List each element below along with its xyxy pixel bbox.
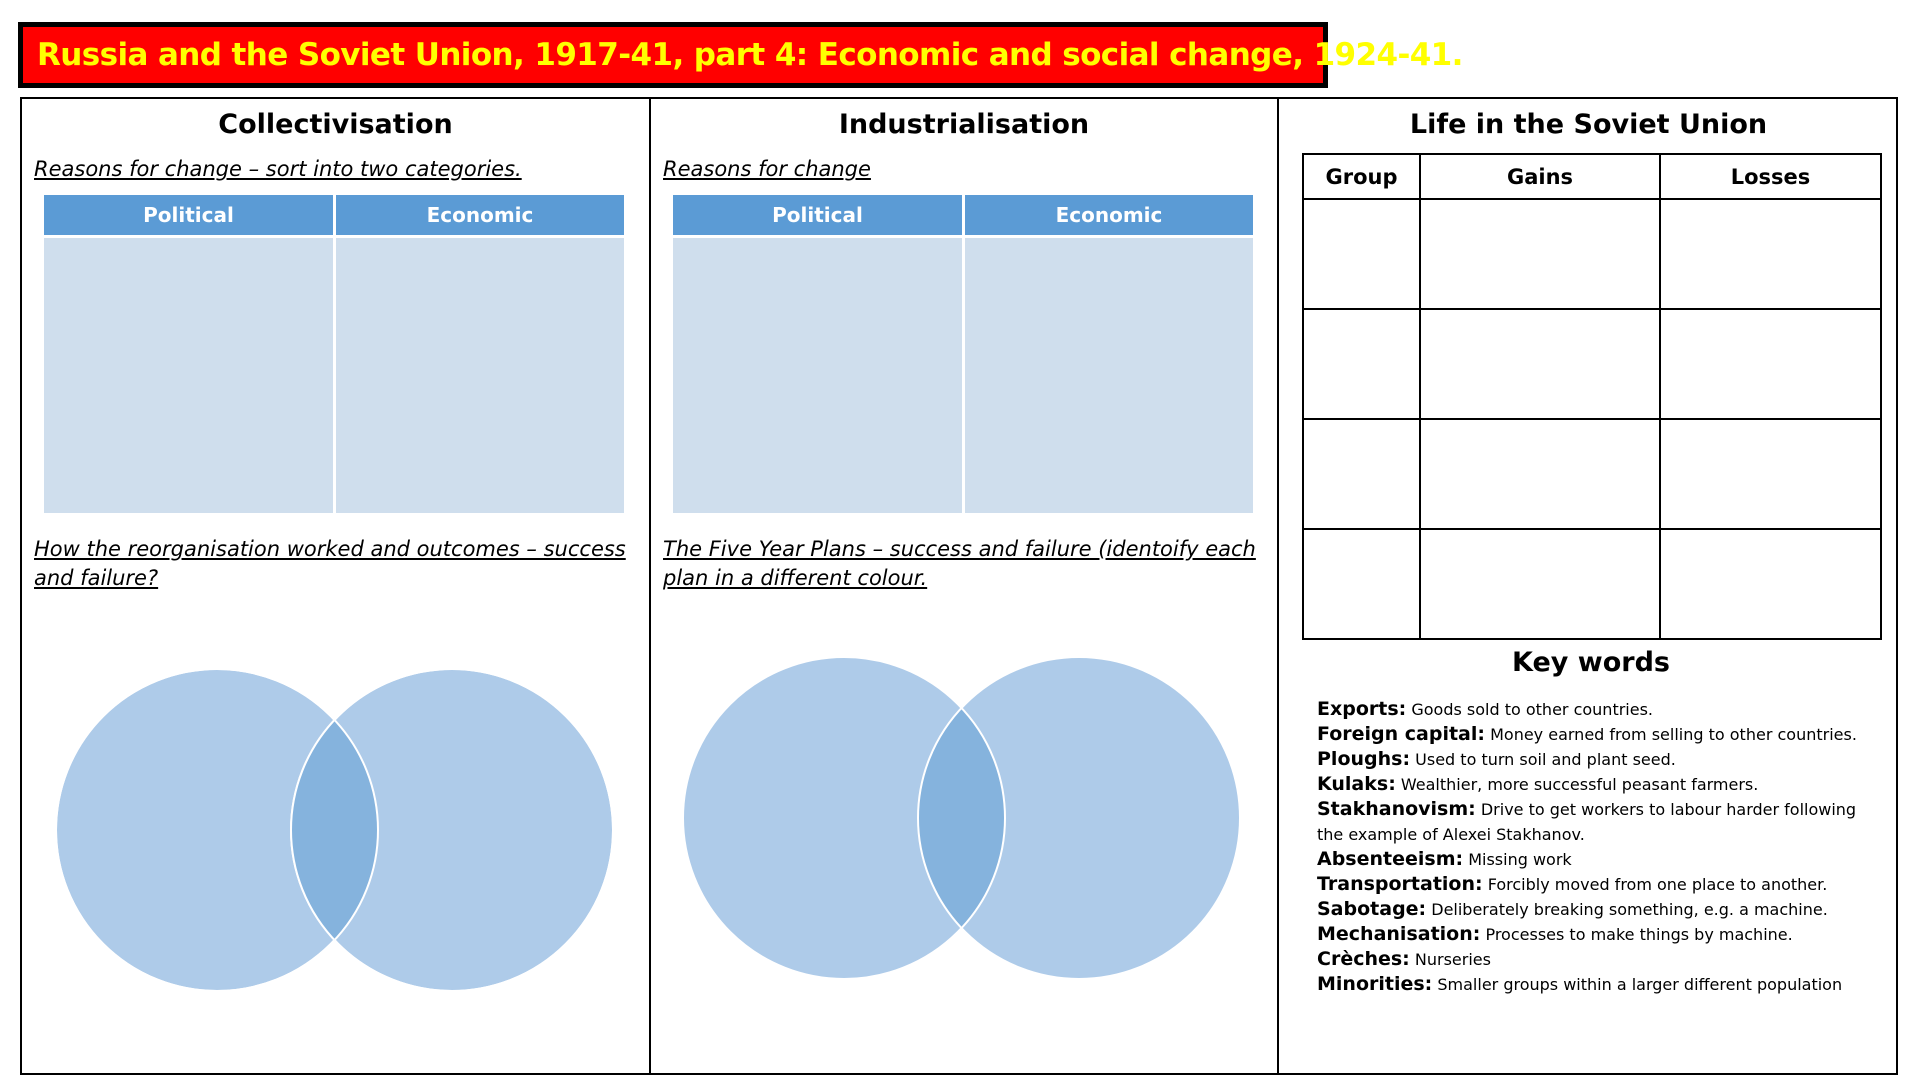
key-word-item: [1317, 747, 1877, 772]
losses-cell[interactable]: [1660, 309, 1881, 419]
industrialisation-panel: [651, 99, 1277, 1073]
key-words-list: [1317, 697, 1877, 997]
key-word-term: Mechanisation:: [1317, 923, 1481, 945]
key-word-term: Foreign capital:: [1317, 723, 1485, 745]
industrialisation-economic-cell[interactable]: [965, 238, 1253, 513]
key-word-term: Stakhanovism:: [1317, 798, 1476, 820]
gains-cell[interactable]: [1420, 419, 1660, 529]
collectivisation-panel: [22, 99, 649, 1073]
group-column-header: Group: [1303, 154, 1420, 199]
key-word-item: [1317, 847, 1877, 872]
worksheet-title: Russia and the Soviet Union, 1917-41, part 4: Economic and social change, 1924-41.: [37, 37, 1463, 73]
key-word-item: [1317, 922, 1877, 947]
key-word-definition: Money earned from selling to other countries.: [1490, 725, 1857, 744]
losses-column-header: Losses: [1660, 154, 1881, 199]
key-word-definition: Drive to get workers to labour harder following the example of Alexei Stakhanov.: [1317, 800, 1857, 844]
losses-cell[interactable]: [1660, 199, 1881, 309]
collectivisation-venn-diagram: [56, 669, 616, 999]
table-row: [1303, 199, 1881, 309]
group-cell[interactable]: [1303, 199, 1420, 309]
key-word-term: Minorities:: [1317, 973, 1433, 995]
key-word-item: [1317, 772, 1877, 797]
key-word-term: Exports:: [1317, 698, 1407, 720]
key-word-item: [1317, 972, 1877, 997]
collectivisation-outcomes-prompt: How the reorganisation worked and outcomes – success and failure?: [34, 537, 626, 590]
key-word-definition: Nurseries: [1414, 950, 1491, 969]
gains-cell[interactable]: [1420, 529, 1660, 639]
gains-cell[interactable]: [1420, 199, 1660, 309]
industrialisation-political-header: Political: [673, 195, 962, 235]
collectivisation-reasons-prompt: Reasons for change – sort into two categories.: [34, 157, 522, 181]
collectivisation-economic-cell[interactable]: [336, 238, 624, 513]
key-word-definition: Wealthier, more successful peasant farmers.: [1400, 775, 1759, 794]
key-word-item: [1317, 872, 1877, 897]
table-row: [1303, 419, 1881, 529]
key-word-definition: Missing work: [1468, 850, 1572, 869]
industrialisation-reasons-table: [673, 195, 1253, 513]
key-word-item: [1317, 697, 1877, 722]
key-word-definition: Processes to make things by machine.: [1485, 925, 1793, 944]
collectivisation-political-header: Political: [44, 195, 333, 235]
key-word-term: Crèches:: [1317, 948, 1410, 970]
key-word-item: [1317, 722, 1877, 747]
key-word-definition: Goods sold to other countries.: [1411, 700, 1653, 719]
life-heading: Life in the Soviet Union: [1409, 109, 1768, 140]
group-cell[interactable]: [1303, 529, 1420, 639]
life-gains-losses-table: [1302, 153, 1882, 640]
key-word-term: Kulaks:: [1317, 773, 1396, 795]
losses-cell[interactable]: [1660, 529, 1881, 639]
key-word-term: Transportation:: [1317, 873, 1483, 895]
key-word-definition: Smaller groups within a larger different population: [1437, 975, 1843, 994]
table-row: [1303, 309, 1881, 419]
industrialisation-reasons-prompt: Reasons for change: [663, 157, 871, 181]
industrialisation-heading: Industrialisation: [838, 109, 1090, 140]
key-words-heading: Key words: [1512, 647, 1670, 678]
collectivisation-reasons-table: [44, 195, 624, 513]
five-year-plans-prompt: The Five Year Plans – success and failure (identoify each plan in a different colour.: [663, 537, 1256, 590]
key-word-term: Sabotage:: [1317, 898, 1427, 920]
key-word-definition: Forcibly moved from one place to another.: [1487, 875, 1828, 894]
key-word-term: Ploughs:: [1317, 748, 1411, 770]
gains-column-header: Gains: [1420, 154, 1660, 199]
key-word-definition: Deliberately breaking something, e.g. a machine.: [1431, 900, 1828, 919]
group-cell[interactable]: [1303, 419, 1420, 529]
group-cell[interactable]: [1303, 309, 1420, 419]
collectivisation-economic-header: Economic: [336, 195, 624, 235]
gains-cell[interactable]: [1420, 309, 1660, 419]
industrialisation-economic-header: Economic: [965, 195, 1253, 235]
five-year-plans-venn-diagram: [683, 657, 1243, 987]
key-word-term: Absenteeism:: [1317, 848, 1464, 870]
collectivisation-political-cell[interactable]: [44, 238, 333, 513]
key-word-item: [1317, 947, 1877, 972]
industrialisation-political-cell[interactable]: [673, 238, 962, 513]
title-banner: [18, 22, 1463, 88]
key-word-item: [1317, 897, 1877, 922]
key-word-item: [1317, 797, 1877, 847]
losses-cell[interactable]: [1660, 419, 1881, 529]
table-row: [1303, 529, 1881, 639]
collectivisation-heading: Collectivisation: [218, 109, 453, 140]
key-word-definition: Used to turn soil and plant seed.: [1415, 750, 1676, 769]
